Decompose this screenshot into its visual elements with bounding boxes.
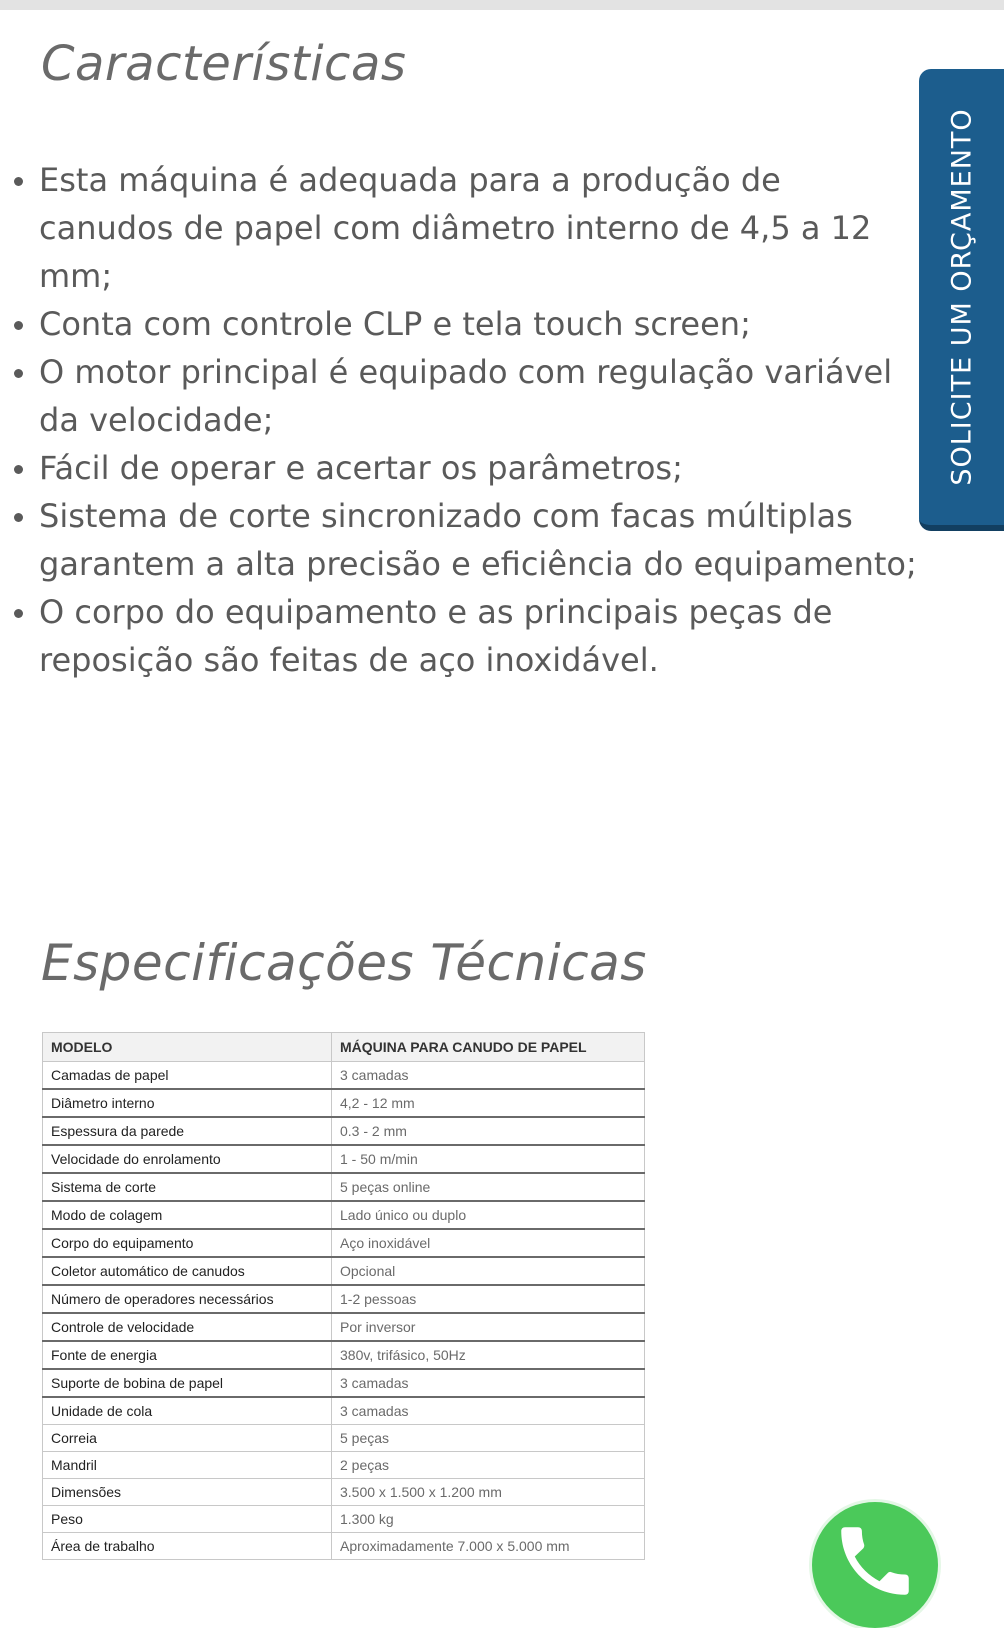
spec-value: 4,2 - 12 mm	[332, 1089, 645, 1117]
spec-name: Número de operadores necessários	[43, 1285, 332, 1313]
feature-line: Sistema de corte sincronizado com facas múltiplas	[39, 497, 853, 535]
spec-name: Velocidade do enrolamento	[43, 1145, 332, 1173]
table-row	[43, 1117, 645, 1145]
table-row	[43, 1479, 645, 1506]
features-list	[0, 156, 1004, 684]
spec-value: 5 peças	[332, 1425, 645, 1452]
features-title: Características	[41, 36, 407, 92]
specs-table	[42, 1032, 645, 1560]
table-row	[43, 1369, 645, 1397]
feature-line: Esta máquina é adequada para a produção de	[39, 161, 781, 199]
feature-item	[0, 300, 1004, 348]
specs-table-header	[43, 1033, 645, 1062]
feature-line: garantem a alta precisão e eficiência do equipamento;	[39, 545, 917, 583]
spec-name: Diâmetro interno	[43, 1089, 332, 1117]
whatsapp-phone-icon	[830, 1516, 920, 1606]
table-row	[43, 1229, 645, 1257]
spec-value: 380v, trifásico, 50Hz	[332, 1341, 645, 1369]
table-row	[43, 1506, 645, 1533]
spec-value: 1 - 50 m/min	[332, 1145, 645, 1173]
spec-value: 3 camadas	[332, 1369, 645, 1397]
spec-value: Aproximadamente 7.000 x 5.000 mm	[332, 1533, 645, 1560]
spec-value: 3 camadas	[332, 1062, 645, 1090]
spec-value: Por inversor	[332, 1313, 645, 1341]
table-row	[43, 1533, 645, 1560]
top-divider	[0, 0, 1004, 10]
spec-name: Camadas de papel	[43, 1062, 332, 1090]
feature-item	[0, 348, 1004, 444]
spec-value: 0.3 - 2 mm	[332, 1117, 645, 1145]
feature-line: canudos de papel com diâmetro interno de 4,5 a 12	[39, 209, 872, 247]
feature-item	[0, 492, 1004, 588]
whatsapp-button[interactable]	[812, 1502, 938, 1628]
table-row	[43, 1341, 645, 1369]
spec-value: Aço inoxidável	[332, 1229, 645, 1257]
spec-value: Opcional	[332, 1257, 645, 1285]
spec-name: Controle de velocidade	[43, 1313, 332, 1341]
header-model: MODELO	[43, 1033, 332, 1062]
spec-value: 3 camadas	[332, 1397, 645, 1425]
spec-value: 3.500 x 1.500 x 1.200 mm	[332, 1479, 645, 1506]
spec-name: Unidade de cola	[43, 1397, 332, 1425]
table-row	[43, 1173, 645, 1201]
spec-name: Dimensões	[43, 1479, 332, 1506]
feature-line: Conta com controle CLP e tela touch screen;	[39, 305, 751, 343]
header-machine: MÁQUINA PARA CANUDO DE PAPEL	[332, 1033, 645, 1062]
feature-line: Fácil de operar e acertar os parâmetros;	[39, 449, 683, 487]
feature-item	[0, 444, 1004, 492]
spec-value: 1.300 kg	[332, 1506, 645, 1533]
table-row	[43, 1425, 645, 1452]
feature-item	[0, 588, 1004, 684]
table-row	[43, 1313, 645, 1341]
spec-value: Lado único ou duplo	[332, 1201, 645, 1229]
request-quote-tab[interactable]	[919, 69, 1004, 531]
feature-line: O motor principal é equipado com regulação variável	[39, 353, 893, 391]
spec-name: Mandril	[43, 1452, 332, 1479]
feature-line: da velocidade;	[39, 401, 274, 439]
feature-item	[0, 156, 1004, 300]
feature-line: O corpo do equipamento e as principais peças de	[39, 593, 833, 631]
spec-name: Área de trabalho	[43, 1533, 332, 1560]
feature-line: reposição são feitas de aço inoxidável.	[39, 641, 659, 679]
table-row	[43, 1397, 645, 1425]
spec-name: Sistema de corte	[43, 1173, 332, 1201]
table-row	[43, 1089, 645, 1117]
specs-title: Especificações Técnicas	[41, 934, 647, 992]
spec-value: 1-2 pessoas	[332, 1285, 645, 1313]
table-row	[43, 1145, 645, 1173]
spec-name: Espessura da parede	[43, 1117, 332, 1145]
spec-value: 2 peças	[332, 1452, 645, 1479]
spec-name: Coletor automático de canudos	[43, 1257, 332, 1285]
spec-name: Peso	[43, 1506, 332, 1533]
spec-name: Suporte de bobina de papel	[43, 1369, 332, 1397]
spec-name: Fonte de energia	[43, 1341, 332, 1369]
spec-name: Corpo do equipamento	[43, 1229, 332, 1257]
table-row	[43, 1201, 645, 1229]
spec-value: 5 peças online	[332, 1173, 645, 1201]
table-row	[43, 1257, 645, 1285]
request-quote-label: SOLICITE UM ORÇAMENTO	[946, 108, 977, 486]
spec-name: Modo de colagem	[43, 1201, 332, 1229]
table-row	[43, 1452, 645, 1479]
table-row	[43, 1062, 645, 1090]
spec-name: Correia	[43, 1425, 332, 1452]
table-row	[43, 1285, 645, 1313]
feature-line: mm;	[39, 257, 113, 295]
